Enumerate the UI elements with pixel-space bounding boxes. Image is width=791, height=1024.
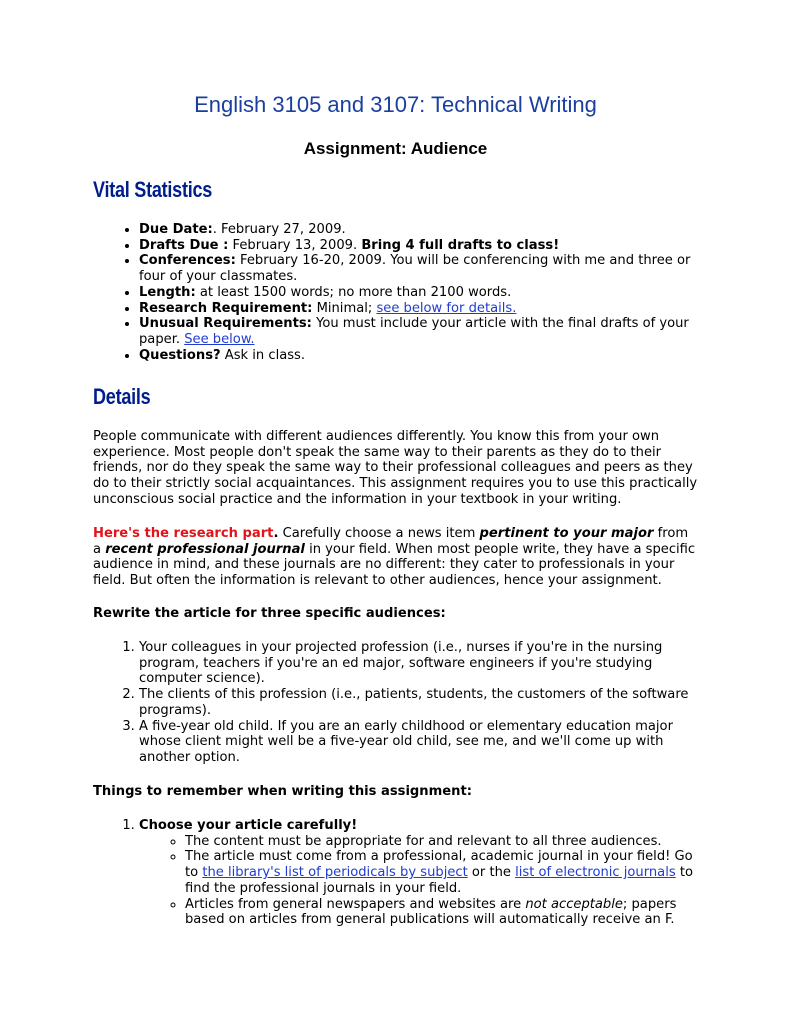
- rewrite-heading: Rewrite the article for three specific audiences:: [93, 606, 446, 621]
- list-item: 3. A five-year old child. If you are an early childhood or elementary education major whose client might well be a five-year old child, see me, and we'll come up with another option.: [139, 719, 698, 766]
- research-part-block: [93, 526, 698, 589]
- see-below-details-link[interactable]: see below for details.: [376, 300, 517, 316]
- list-item: ◦ The article must come from a professional, academic journal in your field! Go to the library's list of periodicals by subject or the list of electronic journals to find the professional journals in your field.: [185, 849, 698, 896]
- list-item-length: • Length: at least 1500 words; no more than 2100 words.: [139, 285, 698, 301]
- remember-heading: Things to remember when writing this assignment:: [93, 784, 472, 799]
- list-item: 1. Your colleagues in your projected profession (i.e., nurses if you're in the nursing program, teachers if you're an ed major, software engineers if you're studying computer science).: [139, 640, 698, 687]
- remember-list: [93, 818, 698, 928]
- details-intro-block: [93, 429, 698, 508]
- see-below-link[interactable]: See below.: [184, 331, 255, 347]
- remember-heading-block: [93, 784, 698, 800]
- audiences-list: [93, 640, 698, 766]
- list-item-due-date: • Due Date:. February 27, 2009.: [139, 222, 698, 238]
- vital-statistics-heading: Vital Statistics: [93, 177, 213, 202]
- assignment-subtitle: Assignment: Audience: [303, 139, 488, 158]
- intro-paragraph: People communicate with different audiences differently. You know this from your own experience. Most people don't speak the same way to their parents as they do to their friends, nor do they speak the same way to their professional colleagues and peers as they do to their strictly social acquaintances. This assignment requires you to use this practically unconscious social practice and the information in your textbook in your writing.: [93, 429, 698, 507]
- electronic-journals-link[interactable]: list of electronic journals: [515, 865, 676, 881]
- list-item-questions: • Questions? Ask in class.: [139, 348, 698, 364]
- list-item-drafts-due: • Drafts Due : February 13, 2009. Bring 4 full drafts to class!: [139, 238, 698, 254]
- list-item: ◦ The content must be appropriate for and relevant to all three audiences.: [185, 834, 698, 850]
- vital-statistics-list-block: [93, 222, 698, 363]
- list-item: 2. The clients of this profession (i.e., patients, students, the customers of the software programs).: [139, 687, 698, 718]
- research-paragraph: Here's the research part. Carefully choose a news item pertinent to your major from a recent professional journal in your field. When most people write, they have a specific audience in mind, and these journals are no different: they cater to professionals in your field. But often the information is relevant to other audiences, hence your assignment.: [93, 526, 696, 589]
- document-title: English 3105 and 3107: Technical Writing: [194, 92, 597, 117]
- research-part-label: Here's the research part: [93, 526, 274, 541]
- list-item: ◦ Articles from general newspapers and websites are not acceptable; papers based on articles from general publications will automatically receive an F.: [185, 897, 698, 928]
- list-item-unusual-requirements: • Unusual Requirements: You must include your article with the final drafts of your paper. See below.: [139, 316, 698, 347]
- periodicals-by-subject-link[interactable]: the library's list of periodicals by subject: [202, 865, 468, 881]
- list-item-choose-article: 1. Choose your article carefully! ◦ The content must be appropriate for and relevant to all three audiences. ◦ The article must come from a professional, academic journal in your field! Go to the library's list of periodicals by subject or the list of electronic journals to find the professional journals in your field. ◦ Articles from general newspapers and websites are not acceptable; papers based on articles from general publications will automatically receive an F.: [139, 818, 698, 928]
- vital-statistics-list: [93, 222, 698, 363]
- audiences-list-block: [93, 640, 698, 766]
- details-heading: Details: [93, 384, 151, 409]
- rewrite-heading-block: [93, 606, 698, 622]
- list-item-research-requirement: • Research Requirement: Minimal; see below for details.: [139, 301, 698, 317]
- list-item-conferences: • Conferences: February 16-20, 2009. You will be conferencing with me and three or four of your classmates.: [139, 253, 698, 284]
- choose-article-sublist: [139, 834, 698, 928]
- remember-list-block: [93, 818, 698, 928]
